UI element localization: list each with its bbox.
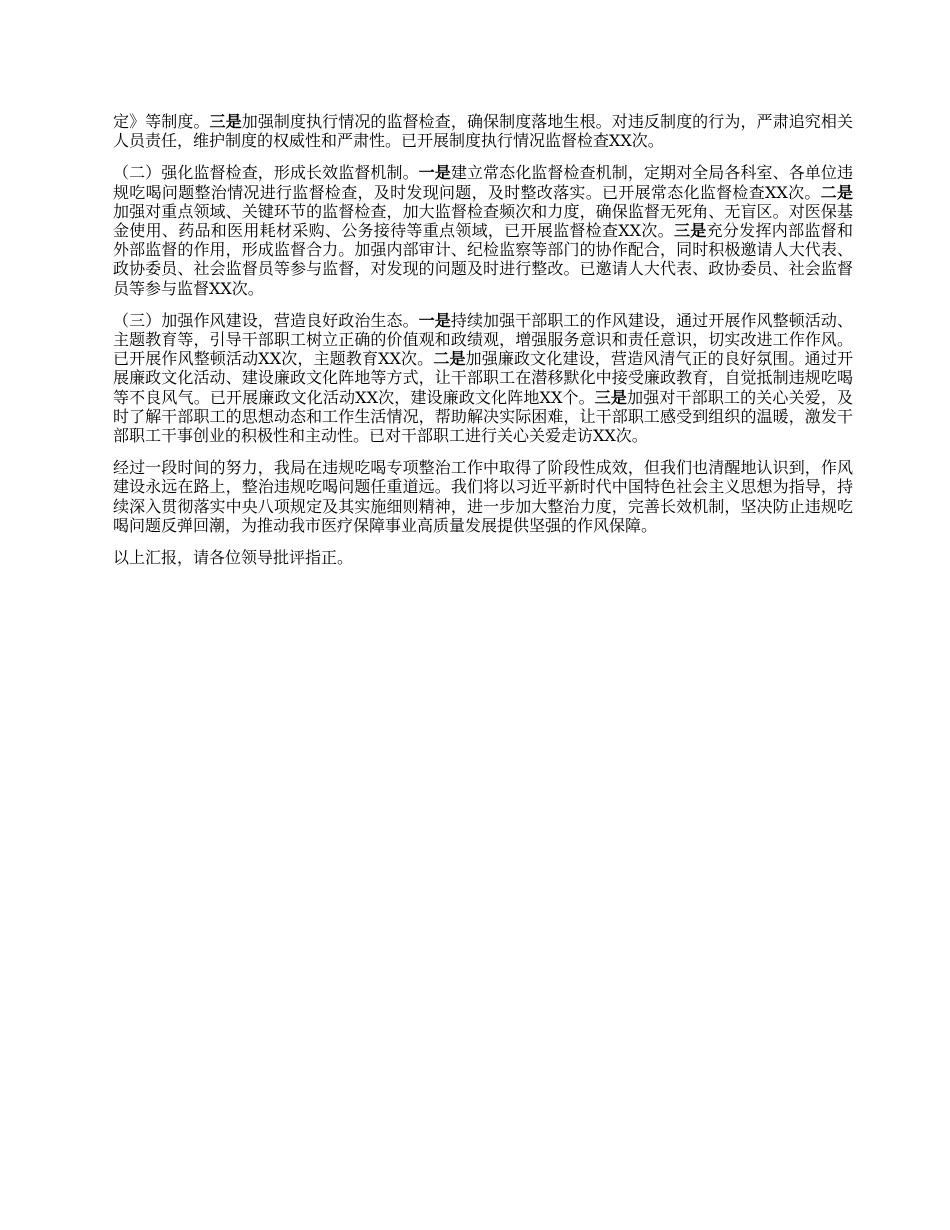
paragraph-text: （三）加强作风建设，营造良好政治生态。: [113, 310, 419, 330]
paragraph-text: （二）强化监督检查，形成长效监督机制。: [113, 163, 419, 183]
paragraph-5: [113, 548, 853, 567]
paragraph-text: 持续加强干部职工的作风建设，通过开展作风整顿活动、主题教育等，引导干部职工树立正确的价值观和政绩观，增强服务意识和责任意识，切实改进工作作风。已开展作风整顿活动XX次，主题教育XX次。: [113, 310, 853, 369]
paragraph-text: 加强制度执行情况的监督检查，确保制度落地生根。对违反制度的行为，严肃追究相关人员责任，维护制度的权威性和严肃性。已开展制度执行情况监督检查XX次。: [113, 112, 853, 151]
paragraph-text: 定》等制度。: [113, 112, 210, 131]
paragraph-text: 加强廉政文化建设，营造风清气正的良好氛围。通过开展廉政文化活动、建设廉政文化阵地等方式，让干部职工在潜移默化中接受廉政教育，自觉抵制违规吃喝等不良风气。已开展廉政文化活动XX次，建设廉政文化阵地XX个。: [113, 349, 853, 407]
paragraph-text: 经过一段时间的努力，我局在违规吃喝专项整治工作中取得了阶段性成效，但我们也清醒地认识到，作风建设永远在路上，整治违规吃喝问题任重道远。我们将以习近平新时代中国特色社会主义思想为指导，持续深入贯彻落实中央八项规定及其实施细则精神，进一步加大整治力度，完善长效机制，坚决防止违规吃喝问题反弹回潮，为推动我市医疗保障事业高质量发展提供坚强的作风保障。: [113, 458, 853, 535]
emphasis-text: 一是: [418, 163, 451, 183]
paragraph-text: 加强对重点领域、关键环节的监督检查，加大监督检查频次和力度，确保监督无死角、无盲区。对医保基金使用、药品和医用耗材采购、公务接待等重点领域，已开展监督检查XX次。: [113, 201, 853, 241]
paragraph-text: 以上汇报，请各位领导批评指正。: [113, 548, 354, 568]
emphasis-text: 三是: [673, 221, 707, 241]
emphasis-text: 二是: [433, 349, 466, 369]
paragraph-text: 建立常态化监督检查机制，定期对全局各科室、各单位违规吃喝问题整治情况进行监督检查，及时发现问题，及时整改落实。已开展常态化监督检查XX次。: [113, 163, 853, 202]
emphasis-text: 三是: [594, 387, 628, 407]
paragraph-2: [113, 163, 853, 297]
document-body: [113, 112, 853, 580]
emphasis-text: 三是: [209, 112, 242, 131]
emphasis-text: 一是: [418, 310, 451, 330]
paragraph-4: [113, 458, 853, 535]
emphasis-text: 二是: [820, 182, 853, 202]
paragraph-1: [113, 112, 853, 150]
paragraph-3: [113, 311, 853, 445]
paragraph-text: 充分发挥内部监督和外部监督的作用，形成监督合力。加强内部审计、纪检监察等部门的协作配合，同时积极邀请人大代表、政协委员、社会监督员等参与监督，对发现的问题及时进行整改。已邀请人大代表、政协委员、社会监督员等参与监督XX次。: [113, 221, 853, 298]
paragraph-text: 加强对干部职工的关心关爱，及时了解干部职工的思想动态和工作生活情况，帮助解决实际困难，让干部职工感受到组织的温暖，激发干部职工干事创业的积极性和主动性。已对干部职工进行关心关爱走访XX次。: [113, 387, 853, 446]
